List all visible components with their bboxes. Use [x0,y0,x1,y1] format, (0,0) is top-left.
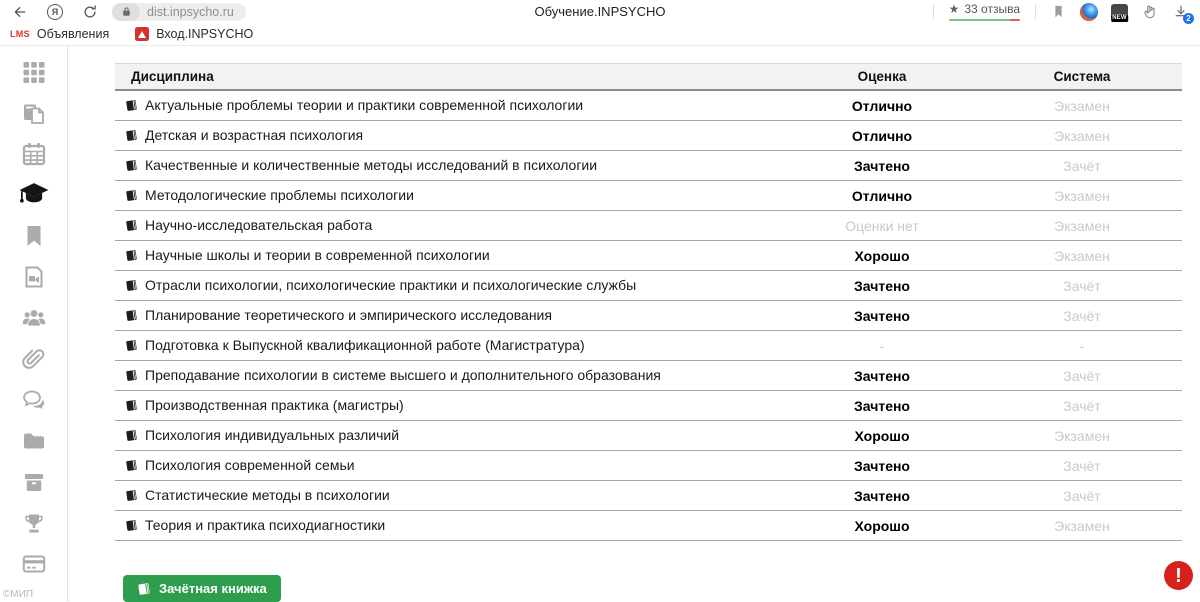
sidebar-item-attachments[interactable] [19,349,49,373]
grade-cell: Зачтено [782,481,982,511]
discipline-label: Психология современной семьи [145,456,355,473]
system-cell: Зачёт [982,151,1182,181]
book-icon [125,309,138,325]
folder-icon [22,429,46,458]
gradebook-button-label: Зачётная книжка [159,581,267,596]
system-cell: Экзамен [982,121,1182,151]
sidebar-item-video-lessons[interactable] [19,267,49,291]
discipline-label: Актуальные проблемы теории и практики современной психологии [145,96,584,113]
downloads-icon[interactable] [1172,3,1190,21]
grade-cell: Зачтено [782,301,982,331]
book-icon [125,519,138,535]
discipline-label: Детская и возрастная психология [145,126,364,143]
sidebar-item-messages[interactable] [19,390,49,414]
bookmark-label: Объявления [36,27,110,41]
discipline-label: Подготовка к Выпускной квалификационной работе (Магистратура) [145,336,585,353]
grade-cell: Отлично [782,181,982,211]
discipline-label: Преподавание психологии в системе высшего и дополнительного образования [145,366,661,383]
sidebar-item-files[interactable] [19,431,49,455]
downloads-count-badge: 2 [1183,13,1194,24]
table-row [115,301,1182,331]
grade-cell: Зачтено [782,391,982,421]
reviews-label: 33 отзыва [964,2,1020,16]
inpsycho-logo-icon [135,27,149,41]
discipline-cell[interactable] [115,421,782,451]
system-cell: Экзамен [982,241,1182,271]
book-icon [125,369,138,385]
discipline-label: Научно-исследовательская работа [145,216,373,233]
book-icon [125,249,138,265]
book-icon [125,129,138,145]
bookmarks-flag-icon[interactable] [1049,3,1067,21]
table-row [115,241,1182,271]
sidebar-item-archive[interactable] [19,472,49,496]
credit-card-icon [22,552,46,581]
discipline-cell[interactable] [115,391,782,421]
discipline-cell[interactable] [115,451,782,481]
discipline-cell[interactable] [115,211,782,241]
book-icon [125,189,138,205]
system-cell: Зачёт [982,481,1182,511]
sidebar-item-documents[interactable] [19,103,49,127]
header-system: Система [982,64,1182,91]
url-text: dist.inpsycho.ru [147,4,234,19]
book-icon [125,279,138,295]
table-row [115,481,1182,511]
exclamation-icon: ! [1175,564,1182,587]
book-icon [125,159,138,175]
table-header-row [115,64,1182,91]
discipline-label: Отрасли психологии, психологические практики и психологические службы [145,276,637,293]
table-row [115,421,1182,451]
copy-icon [22,101,46,130]
discipline-cell[interactable] [115,481,782,511]
sidebar [0,46,68,601]
grade-cell: Хорошо [782,241,982,271]
discipline-cell[interactable] [115,271,782,301]
discipline-cell[interactable] [115,181,782,211]
back-icon[interactable] [12,4,28,20]
grade-cell: Оценки нет [782,211,982,241]
table-row [115,121,1182,151]
header-grade: Оценка [782,64,982,91]
sidebar-item-payments[interactable] [19,554,49,578]
header-discipline: Дисциплина [115,64,782,91]
site-reviews[interactable] [947,2,1022,21]
alert-badge[interactable] [1164,561,1193,590]
new-badge: NEW [1112,14,1127,21]
discipline-label: Статистические методы в психологии [145,486,390,503]
bookmarks-bar [0,23,1200,46]
paperclip-icon [22,347,46,376]
book-icon [125,399,138,415]
system-cell: Экзамен [982,181,1182,211]
bookmark-label: Вход.INPSYCHO [156,27,254,41]
table-row [115,361,1182,391]
page-title: Обучение.INPSYCHO [534,4,666,19]
calendar-icon [22,142,46,171]
grades-table [115,63,1182,541]
grade-cell: Зачтено [782,361,982,391]
archive-box-icon [22,470,46,499]
bookmark-item-login[interactable] [135,27,253,41]
address-bar[interactable] [112,3,246,21]
video-file-icon [22,265,46,294]
graduation-cap-icon [19,180,49,215]
sidebar-item-bookmarks[interactable] [19,226,49,250]
system-cell: Экзамен [982,511,1182,541]
book-icon [137,582,151,596]
book-icon [125,339,138,355]
chat-icon [22,388,46,417]
discipline-cell[interactable] [115,511,782,541]
rating-meter [949,19,1020,22]
divider [1035,4,1036,19]
sidebar-item-achievements[interactable] [19,513,49,537]
copyright-label: ©МИП [3,589,34,600]
discipline-label: Теория и практика психодиагностики [145,516,386,533]
system-cell: Зачёт [982,361,1182,391]
discipline-cell[interactable] [115,121,782,151]
discipline-cell[interactable] [115,90,782,121]
grades-table-body [115,90,1182,541]
book-icon [125,99,138,115]
table-row [115,511,1182,541]
reload-icon[interactable] [82,4,98,20]
users-icon [22,306,46,335]
system-cell: Зачёт [982,301,1182,331]
main-content [68,46,1200,601]
gradebook-button[interactable] [123,575,281,602]
yandex-icon[interactable]: Я [47,4,63,20]
grid-icon [22,60,46,89]
discipline-cell[interactable] [115,331,782,361]
table-row [115,271,1182,301]
table-row [115,90,1182,121]
system-cell: Зачёт [982,391,1182,421]
book-icon [125,219,138,235]
table-row [115,451,1182,481]
discipline-cell[interactable] [115,361,782,391]
grade-cell: Отлично [782,121,982,151]
lock-icon [112,3,140,21]
lms-logo-icon: LMS [10,29,30,39]
sidebar-item-education[interactable] [19,185,49,209]
grade-cell: Зачтено [782,451,982,481]
sidebar-item-groups[interactable] [19,308,49,332]
grade-cell: Хорошо [782,421,982,451]
bookmark-item-announcements[interactable] [10,27,109,41]
extension-new-icon[interactable] [1111,4,1128,20]
discipline-cell[interactable] [115,241,782,271]
table-row [115,211,1182,241]
system-cell: Экзамен [982,421,1182,451]
discipline-label: Качественные и количественные методы исследований в психологии [145,156,598,173]
system-cell: Экзамен [982,90,1182,121]
discipline-label: Методологические проблемы психологии [145,186,414,203]
star-icon: ★ [948,2,960,16]
table-row [115,391,1182,421]
sidebar-item-schedule[interactable] [19,144,49,168]
discipline-cell[interactable] [115,151,782,181]
grade-cell: - [782,331,982,361]
discipline-cell[interactable] [115,301,782,331]
trophy-icon [22,511,46,540]
sidebar-item-apps[interactable] [19,62,49,86]
discipline-label: Психология индивидуальных различий [145,426,400,443]
system-cell: - [982,331,1182,361]
table-row [115,181,1182,211]
system-cell: Зачёт [982,271,1182,301]
grade-cell: Зачтено [782,151,982,181]
profile-avatar[interactable] [1080,3,1098,21]
bookmark-icon [22,224,46,253]
browser-topbar [0,0,1200,23]
book-icon [125,429,138,445]
system-cell: Зачёт [982,451,1182,481]
book-icon [125,489,138,505]
grade-cell: Хорошо [782,511,982,541]
table-row [115,151,1182,181]
divider [933,4,934,19]
table-row [115,331,1182,361]
book-icon [125,459,138,475]
discipline-label: Производственная практика (магистры) [145,396,404,413]
discipline-label: Планирование теоретического и эмпирического исследования [145,306,552,323]
system-cell: Экзамен [982,211,1182,241]
discipline-label: Научные школы и теории в современной психологии [145,246,490,263]
grade-cell: Зачтено [782,271,982,301]
hand-icon[interactable] [1141,3,1159,21]
grade-cell: Отлично [782,90,982,121]
